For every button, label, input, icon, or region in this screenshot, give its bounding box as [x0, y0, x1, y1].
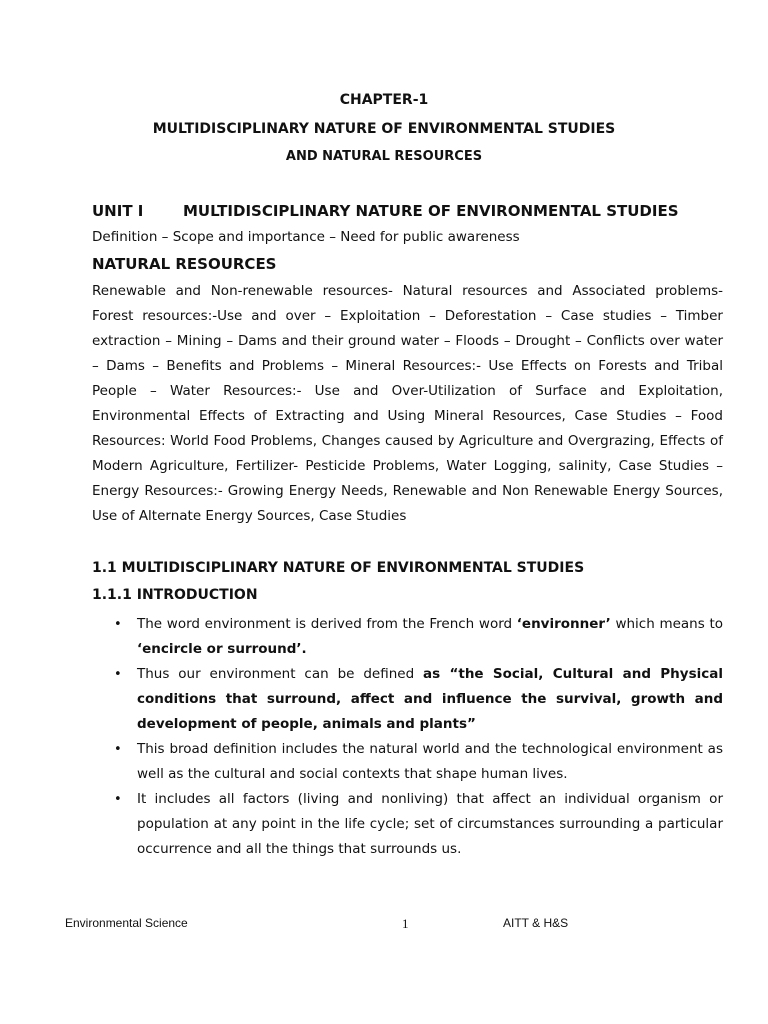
list-item: [92, 662, 723, 737]
footer-left: Environmental Science: [65, 916, 188, 930]
page-number: 1: [402, 916, 409, 931]
bullet-text: The word environment is derived from the French word: [137, 616, 517, 632]
bullet-icon: •: [114, 742, 122, 757]
section-heading: 1.1 MULTIDISCIPLINARY NATURE OF ENVIRONMENTAL STUDIES: [92, 560, 585, 576]
unit-definition: Definition – Scope and importance – Need for public awareness: [92, 229, 520, 245]
chapter-title-line-1: MULTIDISCIPLINARY NATURE OF ENVIRONMENTAL STUDIES: [152, 121, 616, 137]
natural-resources-heading: NATURAL RESOURCES: [92, 255, 277, 273]
introduction-heading: 1.1.1 INTRODUCTION: [92, 587, 258, 603]
chapter-title-line-2: AND NATURAL RESOURCES: [285, 149, 483, 164]
introduction-bullet-list: [92, 612, 723, 862]
bullet-text: Thus our environment can be defined: [137, 666, 424, 682]
bullet-icon: •: [114, 617, 122, 632]
chapter-number: CHAPTER-1: [339, 92, 429, 108]
list-item: [92, 612, 723, 662]
bullet-bold-text: as “the Social, Cultural and Physical conditions that surround, affect and influence the survival, growth and development of people, animals and plants”: [137, 666, 723, 732]
bullet-icon: •: [114, 792, 122, 807]
unit-title: MULTIDISCIPLINARY NATURE OF ENVIRONMENTAL STUDIES: [183, 202, 679, 220]
unit-label: UNIT I: [92, 202, 144, 220]
bullet-text: which means to: [610, 616, 723, 632]
bullet-text: It includes all factors (living and nonliving) that affect an individual organism or population at any point in the life cycle; set of circumstances surrounding a particular occurrence and all the things that surrounds us.: [137, 791, 723, 857]
list-item: [92, 787, 723, 862]
bullet-bold-text: ‘environner’: [516, 616, 611, 632]
list-item: [92, 737, 723, 787]
bullet-bold-text: ‘encircle or surround’.: [137, 641, 307, 657]
natural-resources-paragraph: Renewable and Non-renewable resources- Natural resources and Associated problems- Forest resources:-Use and over – Exploitation – Deforestation – Case studies – Timber extraction – Mining – Dams and their ground water – Floods – Drought – Conflicts over water – Dams – Benefits and Problems – Mineral Resources:- Use Effects on Forests and Tribal People – Water Resources:- Use and Over-Utilization of Surface and Exploitation, Environmental Effects of Extracting and Using Mineral Resources, Case Studies – Food Resources: World Food Problems, Changes caused by Agriculture and Overgrazing, Effects of Modern Agriculture, Fertilizer- Pesticide Problems, Water Logging, salinity, Case Studies – Energy Resources:- Growing Energy Needs, Renewable and Non Renewable Energy Sources, Use of Alternate Energy Sources, Case Studies: [92, 283, 723, 524]
unit-heading: [92, 202, 679, 220]
footer-right: AITT & H&S: [503, 916, 569, 930]
bullet-icon: •: [114, 667, 122, 682]
bullet-text: This broad definition includes the natural world and the technological environment as well as the cultural and social contexts that shape human lives.: [137, 741, 723, 782]
